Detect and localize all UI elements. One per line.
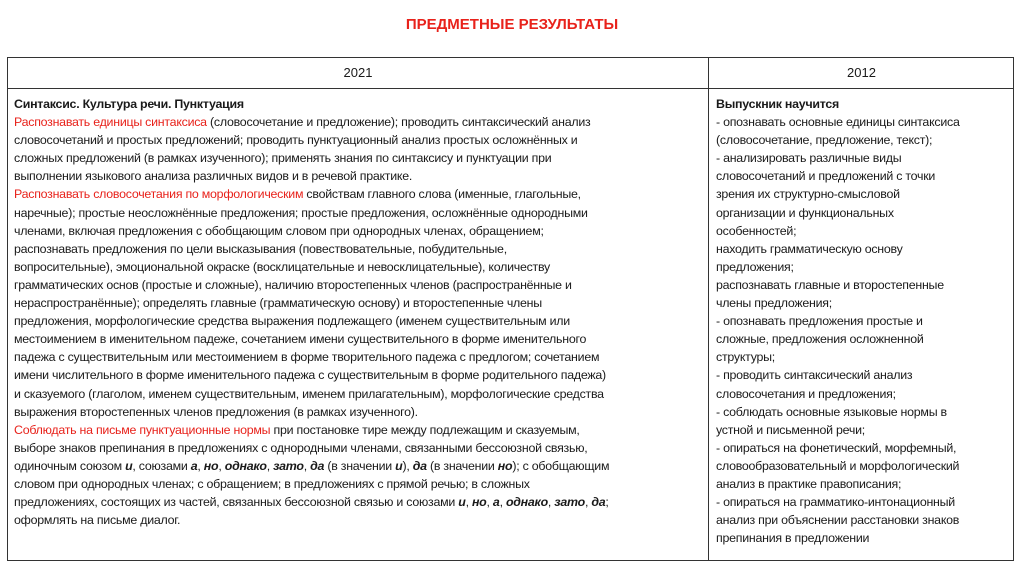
text-segment: находить грамматическую основу [716,241,903,256]
text-segment: препинания в предложении [716,531,870,546]
text-segment: , [218,458,225,473]
comparison-table [7,57,1014,561]
text-segment: , [486,495,493,510]
text-segment: (словосочетание, предложение, текст); [716,133,933,148]
text-segment: анализ в практике правописания; [716,476,902,491]
text-segment: наречные); простые неосложнённые предложения; простые предложения, осложнённые однородными [14,205,588,220]
section-heading: Выпускник научится [716,97,840,111]
text-line [14,421,609,439]
text-line [14,366,609,384]
text-line [716,222,960,240]
text-segment: - соблюдать основные языковые нормы в [716,404,947,419]
text-segment: члены предложения; [716,296,832,311]
text-segment: нераспространённые); определять главные (грамматическую основу) и второстепенные члены [14,296,542,311]
text-line [716,348,960,366]
emphasized-conjunction: да [591,495,606,510]
text-segment: структуры; [716,350,775,365]
text-line [716,529,960,547]
text-segment: организации и функциональных [716,205,894,220]
text-segment: членами, включая предложения с обобщающим словом при однородных членах, обращением; [14,223,544,238]
emphasized-conjunction: а [492,495,500,510]
text-segment: (в значении [324,458,396,473]
text-segment: (в значении [426,458,498,473]
text-segment: - анализировать различные виды [716,151,902,166]
text-line [14,276,609,294]
text-segment: выборе знаков препинания в предложениях с однородными членами, связанными бессоюзной связью, [14,440,588,455]
text-line [716,330,960,348]
section-heading: Синтаксис. Культура речи. Пунктуация [14,97,244,111]
text-line [14,493,609,511]
text-line [14,511,609,529]
text-line [716,475,960,493]
emphasized-conjunction: и [125,458,133,473]
text-line [716,204,960,222]
text-segment: словом при однородных членах; с обращением; в предложениях с прямой речью; в сложных [14,476,530,491]
text-line [14,185,609,203]
emphasized-conjunction: и [395,458,403,473]
text-line [14,222,609,240]
text-line [716,421,960,439]
text-segment: , [465,495,472,510]
text-segment: устной и письменной речи; [716,422,865,437]
text-segment: сложные, предложения осложненной [716,332,924,347]
text-line [14,131,609,149]
emphasized-conjunction: однако [505,495,548,510]
text-segment: сложных предложений (в рамках изученного); применять знания по синтаксису и пунктуации при [14,151,552,166]
emphasized-conjunction: но [497,458,513,473]
text-line [14,95,609,113]
page-title: ПРЕДМЕТНЫЕ РЕЗУЛЬТАТЫ [405,16,619,33]
text-segment: распознавать главные и второстепенные [716,277,944,292]
text-segment: предложения, морфологические средства выражения подлежащего (именем существительным или [14,314,570,329]
text-line [716,403,960,421]
text-segment: словосочетаний и простых предложений; проводить пунктуационный анализ простых осложнённых и [14,133,578,148]
text-segment: распознавать предложения по цели высказывания (повествовательные, побудительные, [14,241,507,256]
text-line [14,330,609,348]
text-segment: , [197,458,204,473]
text-segment: - проводить синтаксический анализ [716,368,913,383]
text-line [14,113,609,131]
text-line [716,511,960,529]
text-line [14,312,609,330]
text-segment: - опираться на фонетический, морфемный, [716,440,957,455]
text-segment: свойствам главного слова (именные, глагольные, [303,187,581,202]
text-segment: предложениях, состоящих из частей, связанных бессоюзной связью и союзами [14,495,459,510]
text-line [14,457,609,475]
text-segment: ), [402,458,413,473]
text-segment: при постановке тире между подлежащим и сказуемым, [270,422,580,437]
text-segment: предложения; [716,259,794,274]
emphasized-conjunction: зато [554,495,585,510]
text-segment: анализ при объяснении расстановки знаков [716,513,960,528]
text-segment: - опознавать основные единицы синтаксиса [716,115,960,130]
text-segment: словосочетания и предложения; [716,386,896,401]
text-segment: грамматических основ (простые и сложные), наличию второстепенных членов (распространённые и [14,277,572,292]
text-segment: словообразовательный и морфологический [716,458,960,473]
text-segment: выражения второстепенных членов предложения (в рамках изученного). [14,404,418,419]
emphasized-conjunction: зато [273,458,304,473]
text-line [14,167,609,185]
emphasized-conjunction: да [412,458,427,473]
highlighted-text: Распознавать единицы синтаксиса [14,115,207,130]
text-line [716,113,960,131]
header-2021: 2021 [343,65,373,80]
cell-2021-content [14,95,609,529]
text-line [716,493,960,511]
text-segment: оформлять на письме диалог. [14,513,181,528]
emphasized-conjunction: а [190,458,198,473]
text-line [716,167,960,185]
text-line [716,312,960,330]
text-line [716,276,960,294]
text-line [716,366,960,384]
emphasized-conjunction: но [203,458,219,473]
text-line [14,439,609,457]
highlighted-text: Соблюдать на письме пунктуационные нормы [14,422,271,437]
text-line [716,457,960,475]
text-line [14,240,609,258]
text-segment: зрения их структурно-смысловой [716,187,900,202]
text-line [716,95,960,113]
text-segment: словосочетаний и предложений с точки [716,169,936,184]
text-line [14,475,609,493]
text-line [716,149,960,167]
text-segment: одиночным союзом [14,458,126,473]
text-line [14,348,609,366]
text-line [14,149,609,167]
text-segment: , [584,495,592,510]
emphasized-conjunction: да [310,458,325,473]
text-line [716,385,960,403]
text-line [716,185,960,203]
text-line [14,258,609,276]
text-segment: имени числительного в форме именительного падежа с существительным в форме родительного падежа) [14,368,606,383]
header-2012: 2012 [847,65,876,80]
text-segment: - опираться на грамматико-интонационный [716,495,955,510]
text-segment: , [499,495,506,510]
text-line [14,204,609,222]
emphasized-conjunction: однако [224,458,267,473]
highlighted-text: Распознавать словосочетания по морфологическим [14,187,304,202]
text-line [14,403,609,421]
text-line [716,439,960,457]
text-segment: и сказуемого (глаголом, именем существительным, именем прилагательным), морфологические средства [14,386,604,401]
column-divider [708,58,709,560]
header-divider [8,88,1013,89]
text-segment: ); с обобщающим [512,458,610,473]
text-line [716,240,960,258]
text-line [716,294,960,312]
text-segment: падежа с существительным или местоимением в форме творительного падежа с предлогом; сочетанием [14,350,600,365]
text-segment: , [303,458,311,473]
text-segment: выполнении языкового анализа различных видов и в речевой практике. [14,169,413,184]
text-line [14,294,609,312]
text-segment: - опознавать предложения простые и [716,314,923,329]
emphasized-conjunction: и [458,495,466,510]
text-segment: , союзами [132,458,191,473]
emphasized-conjunction: но [471,495,487,510]
text-segment: вопросительные), эмоциональной окраске (восклицательные и невосклицательные), количеству [14,259,550,274]
text-line [716,131,960,149]
text-line [14,385,609,403]
text-segment: ; [605,495,609,510]
text-segment: особенностей; [716,223,797,238]
text-segment: местоимением в именительном падеже, сочетанием имени существительного в форме именительного [14,332,587,347]
text-segment: , [547,495,555,510]
text-line [716,258,960,276]
text-segment: (словосочетание и предложение); проводить синтаксический анализ [206,115,591,130]
text-segment: , [266,458,274,473]
cell-2012-content [716,95,960,547]
